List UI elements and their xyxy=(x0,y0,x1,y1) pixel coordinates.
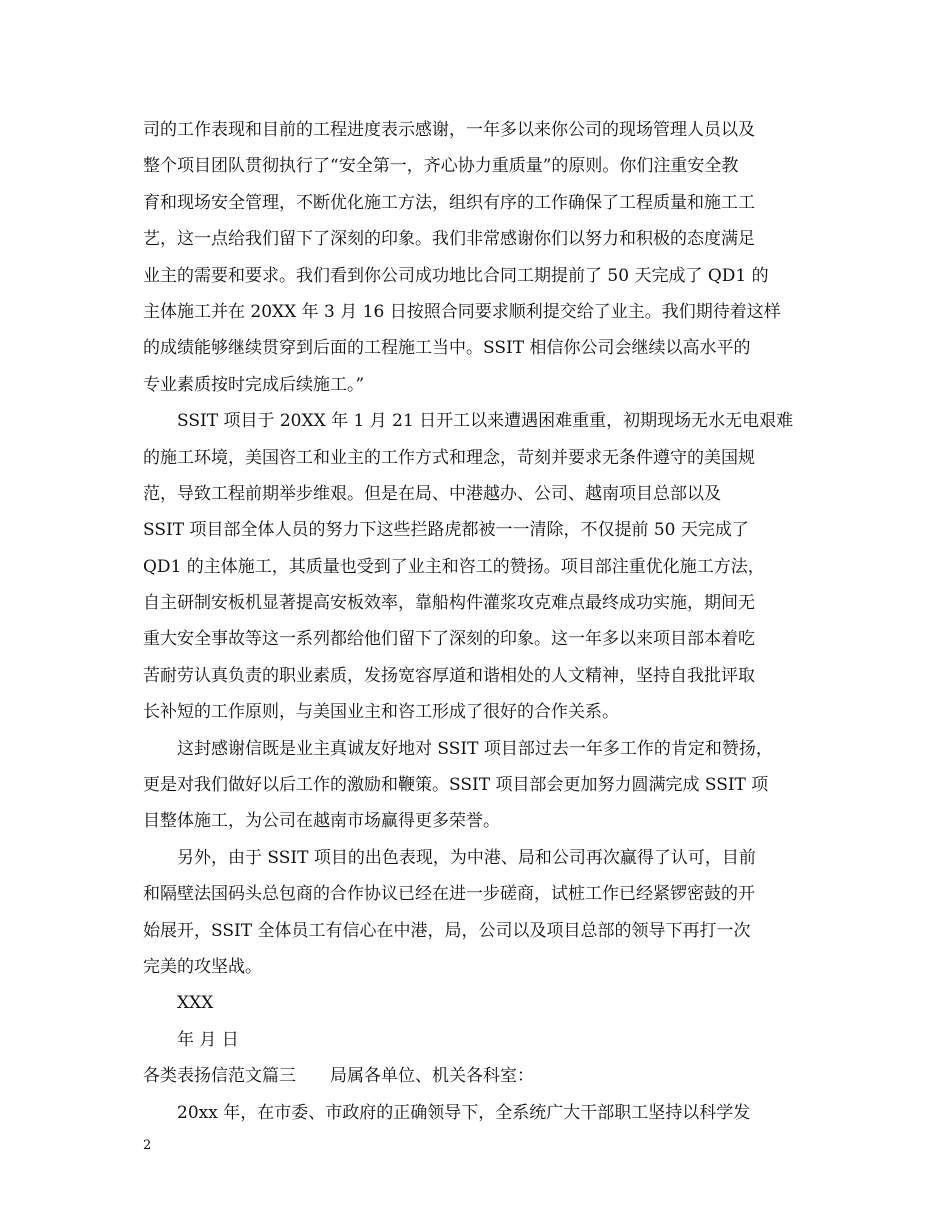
page-number: 2 xyxy=(143,1138,152,1153)
text-line: QD1 的主体施工，其质量也受到了业主和咨工的赞扬。项目部注重优化施工方法， xyxy=(143,556,765,577)
text-line: 20xx 年，在市委、市政府的正确领导下，全系统广大干部职工坚持以科学发 xyxy=(177,1102,751,1123)
text-line: SSIT 项目于 20XX 年 1 月 21 日开工以来遭遇困难重重，初期现场无水无电艰难 xyxy=(177,411,794,432)
text-line: 长补短的工作原则，与美国业主和咨工形成了很好的合作关系。 xyxy=(143,702,619,723)
text-line: 更是对我们做好以后工作的激励和鞭策。SSIT 项目部会更加努力圆满完成 SSIT 项 xyxy=(143,775,769,796)
text-line: 目整体施工，为公司在越南市场赢得更多荣誉。 xyxy=(143,811,500,832)
text-line: SSIT 项目部全体人员的努力下这些拦路虎都被一一清除，不仅提前 50 天完成了 xyxy=(143,520,749,541)
text-line: 这封感谢信既是业主真诚友好地对 SSIT 项目部过去一年多工作的肯定和赞扬， xyxy=(177,738,773,759)
text-line: 的施工环境，美国咨工和业主的工作方式和理念，苛刻并要求无条件遵守的美国规 xyxy=(143,447,755,468)
text-line: 苦耐劳认真负责的职业素质，发扬宽容厚道和谐相处的人文精神，坚持自我批评取 xyxy=(143,665,755,686)
signature-date: 年 月 日 xyxy=(177,1029,239,1050)
text-line: 的成绩能够继续贯穿到后面的工程施工当中。SSIT 相信你公司会继续以高水平的 xyxy=(143,338,751,359)
body-text xyxy=(143,112,833,1131)
text-line: 整个项目团队贯彻执行了“安全第一，齐心协力重质量”的原则。你们注重安全教 xyxy=(143,156,739,177)
text-line: 专业素质按时完成后续施工。” xyxy=(143,374,365,395)
text-line: 始展开，SSIT 全体员工有信心在中港，局，公司以及项目总部的领导下再打一次 xyxy=(143,920,751,941)
text-line: 育和现场安全管理，不断优化施工方法，组织有序的工作确保了工程质量和施工工 xyxy=(143,192,755,213)
text-line: 完美的攻坚战。 xyxy=(143,956,262,977)
text-line: 范，导致工程前期举步维艰。但是在局、中港越办、公司、越南项目总部以及 xyxy=(143,483,721,504)
text-line: 业主的需要和要求。我们看到你公司成功地比合同工期提前了 50 天完成了 QD1 的 xyxy=(143,265,769,286)
text-line: 另外，由于 SSIT 项目的出色表现，为中港、局和公司再次赢得了认可，目前 xyxy=(177,847,756,868)
text-line: 主体施工并在 20XX 年 3 月 16 日按照合同要求顺利提交给了业主。我们期待着这样 xyxy=(143,301,781,322)
text-line: 自主研制安板机显著提高安板效率，靠船构件灌浆攻克难点最终成功实施，期间无 xyxy=(143,593,755,614)
section-heading: 各类表扬信范文篇三 局属各单位、机关各科室： xyxy=(143,1066,534,1087)
text-line: 司的工作表现和目前的工程进度表示感谢，一年多以来你公司的现场管理人员以及 xyxy=(143,120,755,140)
text-line: 和隔壁法国码头总包商的合作协议已经在进一步磋商，试桩工作已经紧锣密鼓的开 xyxy=(143,884,755,905)
text-line: 重大安全事故等这一系列都给他们留下了深刻的印象。这一年多以来项目部本着吃 xyxy=(143,629,755,650)
signature-name: XXX xyxy=(177,993,214,1014)
text-line: 艺，这一点给我们留下了深刻的印象。我们非常感谢你们以努力和积极的态度满足 xyxy=(143,229,755,250)
